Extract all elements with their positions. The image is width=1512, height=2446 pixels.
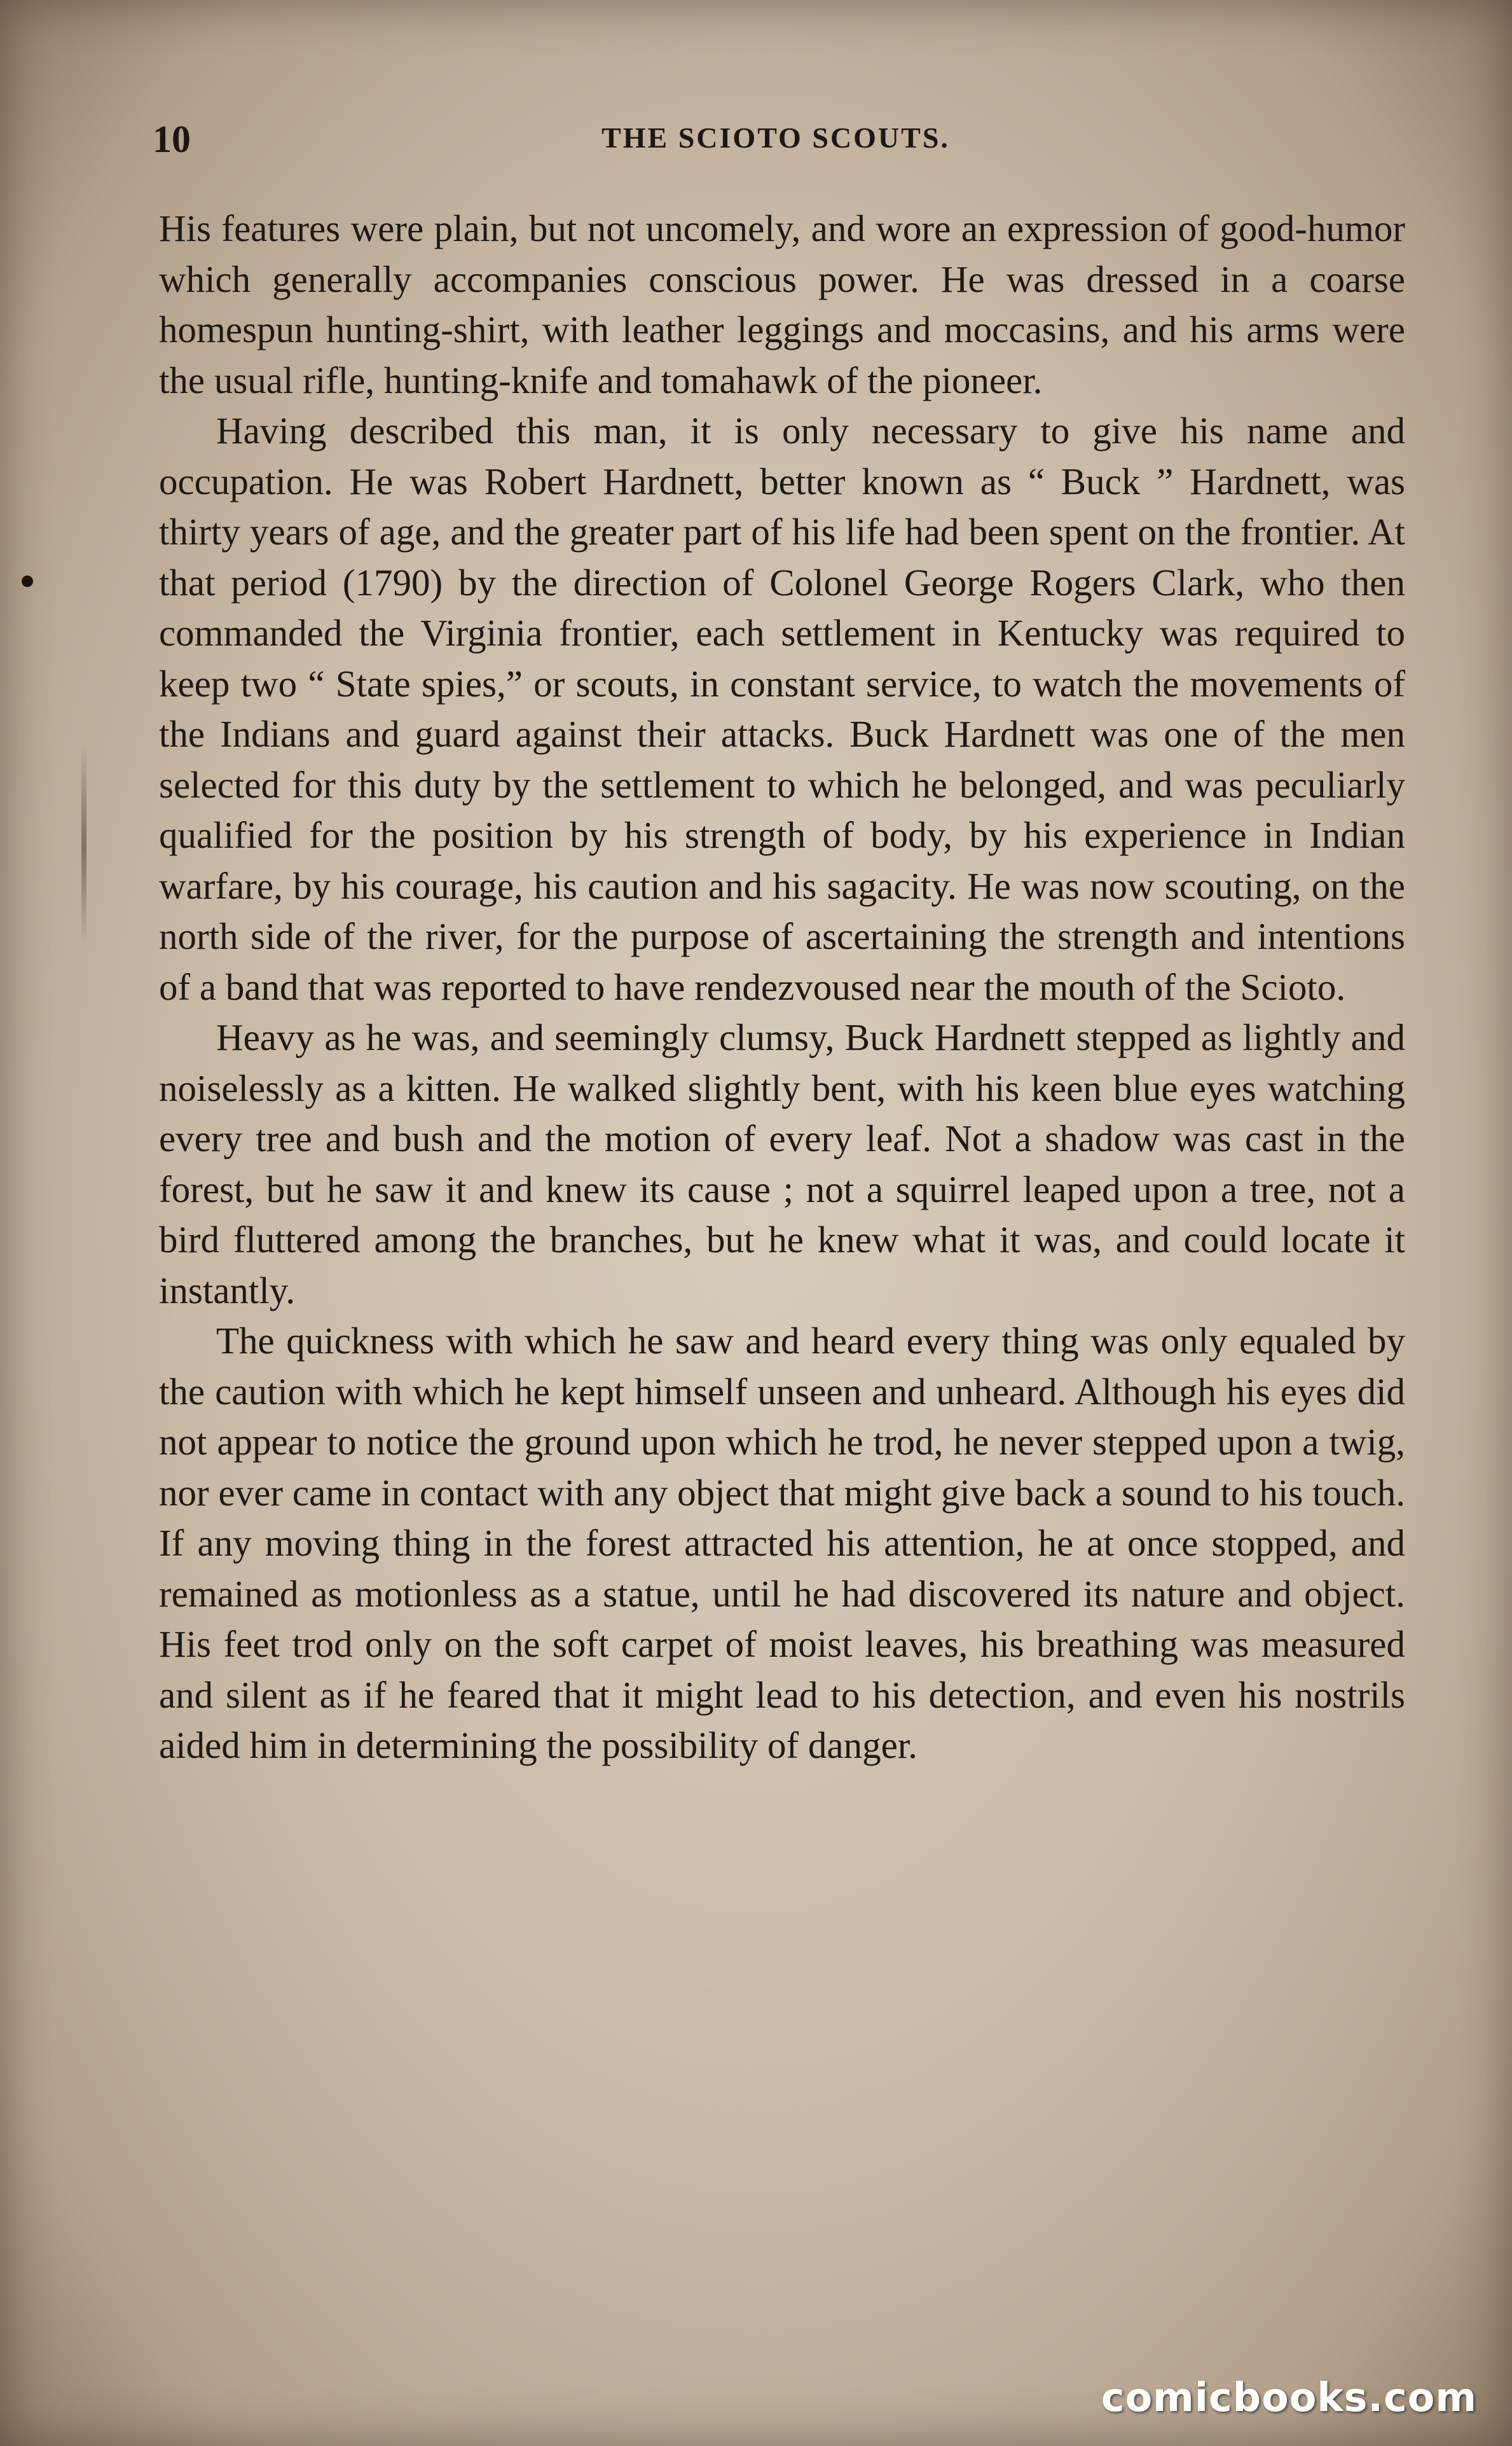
paragraph: Having described this man, it is only necessary to give his name and occupation. He was Robert Hardnett, better known as “ Buck ” Hardnett, was thirty years of age, and the greater part of his life had been spent on the frontier. At that period (1790) by the direction of Colonel George Rogers Clark, who then commanded the Virginia frontier, each settlement in Kentucky was required to keep two “ State spies,” or scouts, in constant service, to watch the movements of the Indians and guard against their attacks. Buck Hardnett was one of the men selected for this duty by the settlement to which he belonged, and was peculiarly qualified for the position by his strength of body, by his experience in Indian warfare, by his courage, his caution and his sagacity. He was now scouting, on the north side of the river, for the purpose of ascertaining the strength and intentions of a band that was reported to have rendezvoused near the mouth of the Scioto. bbox=[159, 410, 1405, 1008]
book-title: THE SCIOTO SCOUTS. bbox=[601, 121, 950, 154]
text-body bbox=[159, 204, 1405, 1771]
page-number: 10 bbox=[153, 118, 191, 160]
paragraph: His features were plain, but not uncomely, and wore an expression of good-humor which generally accompanies conscious power. He was dressed in a coarse homespun hunting-shirt, with leather leggings and moccasins, and his arms were the usual rifle, hunting-knife and tomahawk of the pioneer. bbox=[159, 207, 1405, 401]
watermark: comicbooks.com bbox=[1101, 2374, 1477, 2421]
paragraph: Heavy as he was, and seemingly clumsy, Buck Hardnett stepped as lightly and noiselessly as a kitten. He walked slightly bent, with his keen blue eyes watching every tree and bush and the motion of every leaf. Not a shadow was cast in the forest, but he saw it and knew its cause ; not a squirrel leaped upon a tree, not a bird fluttered among the branches, but he knew what it was, and could locate it instantly. bbox=[159, 1016, 1405, 1311]
margin-pencil-mark bbox=[81, 744, 86, 948]
running-head bbox=[153, 108, 1399, 165]
paragraph: The quickness with which he saw and heard every thing was only equaled by the caution with which he kept himself unseen and unheard. Although his eyes did not appear to notice the ground upon which he trod, he never stepped upon a twig, nor ever came in contact with any object that might give back a sound to his touch. If any moving thing in the forest attracted his attention, he at once stopped, and remained as motionless as a statue, until he had discovered its nature and object. His feet trod only on the soft carpet of moist leaves, his breathing was measured and silent as if he feared that it might lead to his detection, and even his nostrils aided him in determining the possibility of danger. bbox=[159, 1320, 1405, 1766]
margin-ink-dot bbox=[22, 576, 33, 587]
